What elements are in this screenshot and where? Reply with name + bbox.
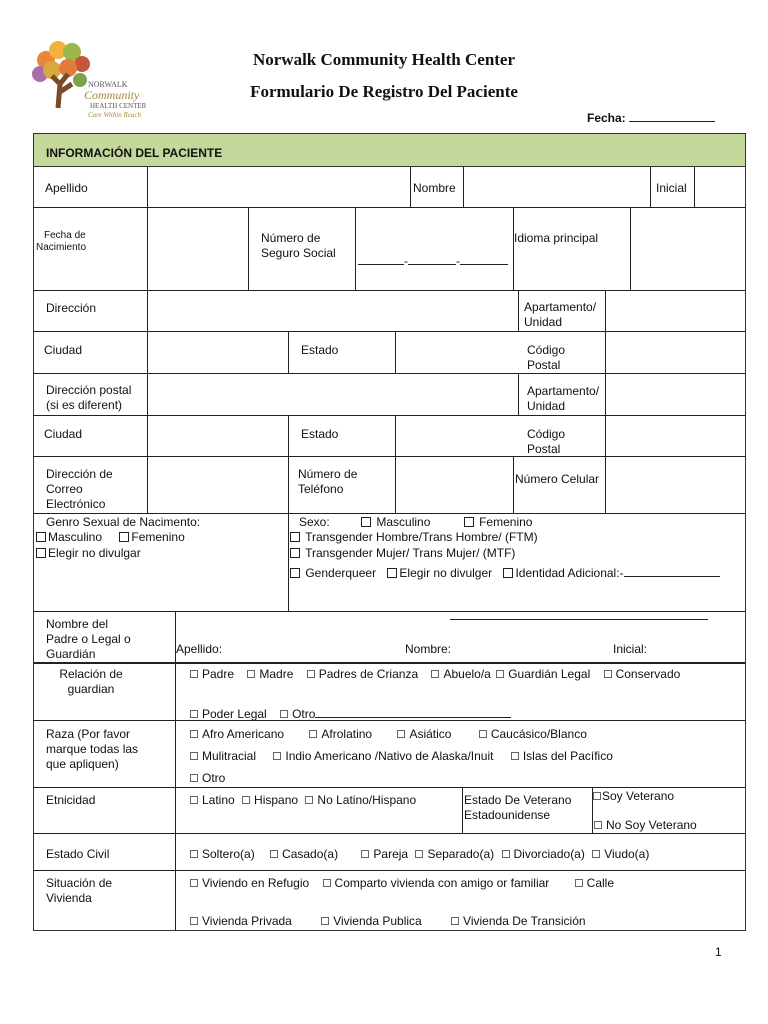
fecha-label: Fecha: [587,111,626,125]
raza-asiatico-option[interactable] [397,727,451,741]
celular-input[interactable] [606,457,745,513]
checkbox-icon[interactable] [36,532,46,542]
direccion-label: Dirección [46,301,97,315]
otro-line[interactable] [315,705,511,718]
email-label-3: Electrónico [46,497,106,511]
etnicidad-options [190,793,416,808]
civil-soltero-option[interactable] [190,847,255,861]
checkbox-icon[interactable] [361,850,369,858]
vivienda-publica-option[interactable] [321,914,422,928]
vivienda-calle-label: Calle [586,876,615,890]
relacion-poder-option[interactable] [190,707,267,721]
etnicidad-latino-label: Latino [202,793,235,807]
email-label-2: Correo [46,482,83,496]
ciudad-label: Ciudad [44,343,83,357]
idioma-input[interactable] [631,208,745,290]
raza-islas-label: Islas del Pacífico [522,749,613,763]
apto-label-2: Unidad [524,315,563,329]
raza-otro-option[interactable] [190,771,225,786]
vivienda-transicion-label: Vivienda De Transición [463,914,586,928]
raza-afro-option[interactable] [190,727,284,741]
checkbox-icon[interactable] [604,670,612,678]
veterano-label [464,793,571,823]
idioma-label: Idioma principal [514,231,599,245]
relacion-padre-label: Padre [202,667,235,681]
sexo-masculino-option[interactable] [361,515,430,529]
relacion-label-2: guardian [67,682,115,696]
relacion-label-1: Relación de [59,667,123,681]
checkbox-icon[interactable] [575,879,583,887]
etnicidad-hispano-label: Hispano [254,793,299,807]
relacion-otro-label: Otro [292,707,316,721]
checkbox-icon[interactable] [190,710,198,718]
sexo-no-divulger-label: Elegir no divulger [399,566,493,580]
checkbox-icon[interactable] [592,850,600,858]
vivienda-privada-option[interactable] [190,914,292,928]
civil-options [190,847,649,862]
vivienda-row2 [190,914,586,929]
civil-divorciado-label: Divorciado(a) [513,847,585,861]
sexo-genderqueer-label: Genderqueer [305,566,377,580]
checkbox-icon[interactable] [502,850,510,858]
padre-input[interactable] [176,620,745,640]
checkbox-icon[interactable] [190,879,198,887]
raza-indio-option[interactable] [273,749,493,763]
celular-label: Número Celular [515,472,600,486]
ssn-label [261,231,336,261]
relacion-otro-option[interactable] [280,707,511,721]
relacion-row1 [190,667,690,682]
fecha-nac-label-1: Fecha de [44,230,86,241]
checkbox-icon[interactable] [503,568,513,578]
telefono-label-2: Teléfono [298,482,344,496]
ciudad2-input[interactable] [148,416,288,456]
checkbox-icon[interactable] [190,850,198,858]
relacion-conservado-label: Conservado [615,667,681,681]
etnicidad-hispano-option[interactable] [242,793,298,807]
checkbox-icon[interactable] [309,730,317,738]
padre-inicial-label: Inicial: [613,642,648,656]
veterano-no-soy-option[interactable] [594,818,697,833]
raza-multi-option[interactable] [190,749,256,763]
estado2-input[interactable] [396,416,518,456]
raza-row2 [190,749,613,764]
logo-tagline: Care Within Reach [88,111,142,119]
inicial-label: Inicial [656,181,687,195]
padre-apellido-label: Apellido: [176,642,223,656]
sexo-ftm-label: Transgender Hombre/Trans Hombre/ (FTM) [305,530,538,544]
dir-postal-label-2: (si es diferent) [46,398,123,412]
padre-label-2: Padre o Legal o [46,632,131,646]
checkbox-icon[interactable] [451,917,459,925]
sexo-genderqueer-option[interactable] [290,566,376,580]
fecha-nac-label-2: Nacimiento [36,242,87,253]
relacion-guardian-label: Guardián Legal [508,667,591,681]
civil-soltero-label: Soltero(a) [202,847,255,861]
etnicidad-no-latino-label: No Latino/Hispano [317,793,417,807]
sexo-identidad-option[interactable] [503,566,719,580]
raza-multi-label: Mulitracial [202,749,257,763]
estado-label: Estado [301,343,339,357]
civil-divorciado-option[interactable] [502,847,585,861]
logo-name2: Community [84,88,140,102]
veterano-label-2: Estadounidense [464,808,551,822]
nombre-label: Nombre [413,181,456,195]
checkbox-icon[interactable] [36,548,46,558]
checkbox-icon[interactable] [190,670,198,678]
etnicidad-label: Etnicidad [46,793,96,807]
apto2-input[interactable] [606,374,745,415]
relacion-padre-option[interactable] [190,667,234,681]
codigo2-label [527,427,565,457]
padre-label-3: Guardián [46,647,96,661]
logo-name3: HEALTH CENTER [90,102,147,110]
dir-postal-label-1: Dirección postal [46,383,132,397]
relacion-abuelo-label: Abuelo/a [443,667,491,681]
apellido-label: Apellido [45,181,88,195]
relacion-guardian-option[interactable] [496,667,590,681]
genero-label: Genro Sexual de Nacimento: [46,515,201,529]
veterano-soy-label: Soy Veterano [602,789,675,803]
vivienda-transicion-option[interactable] [451,914,586,928]
genero-masculino-label: Masculino [48,530,103,544]
checkbox-icon[interactable] [594,821,602,829]
veterano-no-soy-label: No Soy Veterano [606,818,697,832]
checkbox-icon[interactable] [119,532,129,542]
sexo-label: Sexo: [299,515,330,529]
section-header [34,134,745,167]
checkbox-icon[interactable] [415,850,423,858]
ssn-label-2: Seguro Social [261,246,336,260]
telefono-label [298,467,357,497]
relacion-crianza-label: Padres de Crianza [318,667,419,681]
checkbox-icon[interactable] [431,670,439,678]
checkbox-icon[interactable] [397,730,405,738]
civil-label: Estado Civil [46,847,110,861]
checkbox-icon[interactable] [190,774,198,782]
fecha-field[interactable] [587,109,715,125]
padre-label-1: Nombre del [46,617,109,631]
dir-postal-label [46,383,131,413]
raza-asiatico-label: Asiático [409,727,452,741]
relacion-poder-label: Poder Legal [202,707,267,721]
relacion-conservado-option[interactable] [604,667,681,681]
padre-nombre-label: Nombre: [405,642,452,656]
raza-afrolatino-label: Afrolatino [321,727,373,741]
raza-otro-label: Otro [202,771,226,785]
vivienda-label-1: Situación de [46,876,113,890]
relacion-abuelo-option[interactable] [431,667,490,681]
apto2-label [527,384,599,414]
codigo-input[interactable] [606,332,745,373]
raza-afrolatino-option[interactable] [309,727,372,741]
checkbox-icon[interactable] [273,752,281,760]
ciudad2-label: Ciudad [44,427,83,441]
civil-pareja-label: Pareja [373,847,409,861]
checkbox-icon[interactable] [511,752,519,760]
checkbox-icon[interactable] [280,710,288,718]
sexo-row4 [290,564,720,581]
checkbox-icon[interactable] [479,730,487,738]
raza-label-2: marque todas las [46,742,139,756]
logo-name1: NORWALK [88,80,128,89]
vivienda-publica-label: Vivienda Publica [333,914,422,928]
ciudad-input[interactable] [148,332,288,373]
sexo-mtf-label: Transgender Mujer/ Trans Mujer/ (MTF) [305,546,516,560]
apto2-label-1: Apartamento/ [527,384,600,398]
etnicidad-latino-option[interactable] [190,793,235,807]
ssn-input[interactable]: - - [358,252,508,268]
checkbox-icon[interactable] [270,850,278,858]
relacion-madre-option[interactable] [247,667,293,681]
vivienda-privada-label: Vivienda Privada [202,914,292,928]
checkbox-icon[interactable] [190,730,198,738]
direccion-input[interactable] [148,291,518,331]
page-subtitle: Formulario De Registro Del Paciente [250,82,518,101]
veterano-soy-option[interactable] [593,789,674,804]
telefono-label-1: Número de [298,467,358,481]
vivienda-comparto-option[interactable] [323,876,550,890]
section-title: INFORMACIÓN DEL PACIENTE [46,146,223,160]
fecha-nac-label [36,230,86,254]
civil-viudo-label: Viudo(a) [604,847,650,861]
email-label [46,467,113,512]
sexo-femenino-label: Femenino [479,515,533,529]
padre-label [46,617,131,662]
checkbox-icon[interactable] [464,517,474,527]
apellido-input[interactable] [148,167,410,207]
etnicidad-no-latino-option[interactable] [305,793,416,807]
genero-masculino-option[interactable] [36,530,102,544]
nombre-input[interactable] [464,167,650,207]
checkbox-icon[interactable] [290,532,300,542]
sexo-femenino-option[interactable] [464,515,533,529]
vivienda-row1 [190,876,614,891]
civil-casado-label: Casado(a) [282,847,339,861]
sexo-masculino-label: Masculino [376,515,431,529]
codigo-label-1: Código [527,343,566,357]
sexo-row1 [299,515,532,530]
vivienda-refugio-label: Viviendo en Refugio [202,876,310,890]
raza-label-1: Raza (Por favor [46,727,131,741]
checkbox-icon[interactable] [496,670,504,678]
dir-postal-input[interactable] [148,374,518,415]
checkbox-icon[interactable] [321,917,329,925]
codigo2-input[interactable] [606,416,745,456]
raza-caucasico-label: Caucásico/Blanco [490,727,587,741]
vivienda-calle-option[interactable] [575,876,614,890]
apto-input[interactable] [606,291,745,331]
checkbox-icon[interactable] [290,568,300,578]
identidad-line[interactable] [624,564,720,577]
raza-row1 [190,727,587,742]
sexo-no-divulger-option[interactable] [387,566,492,580]
genero-femenino-label: Femenino [131,530,185,544]
genero-no-divulgar-label: Elegir no divulgar [48,546,141,560]
fecha-line[interactable] [629,109,715,122]
checkbox-icon[interactable] [247,670,255,678]
genero-femenino-option[interactable] [119,530,184,544]
sexo-ftm-option[interactable] [290,530,538,545]
apto-label [524,300,596,330]
checkbox-icon[interactable] [307,670,315,678]
checkbox-icon[interactable] [305,796,313,804]
codigo2-label-1: Código [527,427,566,441]
raza-indio-label: Indio Americano /Nativo de Alaska/Inuit [285,749,494,763]
email-label-1: Dirección de [46,467,113,481]
estado2-label: Estado [301,427,339,441]
checkbox-icon[interactable] [190,752,198,760]
estado-input[interactable] [396,332,518,373]
checkbox-icon[interactable] [593,792,601,800]
civil-separado-option[interactable] [415,847,494,861]
email-input[interactable] [148,457,288,513]
civil-viudo-option[interactable] [592,847,649,861]
checkbox-icon[interactable] [242,796,250,804]
vivienda-label [46,876,112,906]
ssn-label-1: Número de [261,231,321,245]
veterano-label-1: Estado De Veterano [464,793,572,807]
telefono-input[interactable] [396,457,513,513]
checkbox-icon[interactable] [361,517,371,527]
checkbox-icon[interactable] [290,548,300,558]
codigo2-label-2: Postal [527,442,561,456]
checkbox-icon[interactable] [190,796,198,804]
fecha-nac-input[interactable] [148,208,248,290]
genero-options-row1 [36,530,185,545]
relacion-crianza-option[interactable] [307,667,418,681]
vivienda-label-2: Vivienda [46,891,92,905]
raza-islas-option[interactable] [511,749,613,763]
relacion-madre-label: Madre [259,667,294,681]
checkbox-icon[interactable] [190,917,198,925]
page-title: Norwalk Community Health Center [252,50,516,69]
apto-label-1: Apartamento/ [524,300,597,314]
vivienda-comparto-label: Comparto vivienda con amigo or familiar [334,876,550,890]
checkbox-icon[interactable] [323,879,331,887]
inicial-input[interactable] [695,167,745,207]
civil-casado-option[interactable] [270,847,338,861]
page-number: 1 [715,945,722,959]
relacion-label [57,667,125,697]
vivienda-refugio-option[interactable] [190,876,309,890]
civil-separado-label: Separado(a) [427,847,495,861]
apto2-label-2: Unidad [527,399,566,413]
codigo-label-2: Postal [527,358,561,372]
codigo-label [527,343,565,373]
genero-no-divulgar-option[interactable] [36,546,141,561]
raza-caucasico-option[interactable] [479,727,587,741]
raza-label [46,727,138,772]
raza-label-3: que apliquen) [46,757,119,771]
raza-afro-label: Afro Americano [202,727,285,741]
sexo-identidad-label: Identidad Adicional:- [515,566,624,580]
relacion-row2 [190,705,511,722]
civil-pareja-option[interactable] [361,847,408,861]
checkbox-icon[interactable] [387,568,397,578]
sexo-mtf-option[interactable] [290,546,515,561]
